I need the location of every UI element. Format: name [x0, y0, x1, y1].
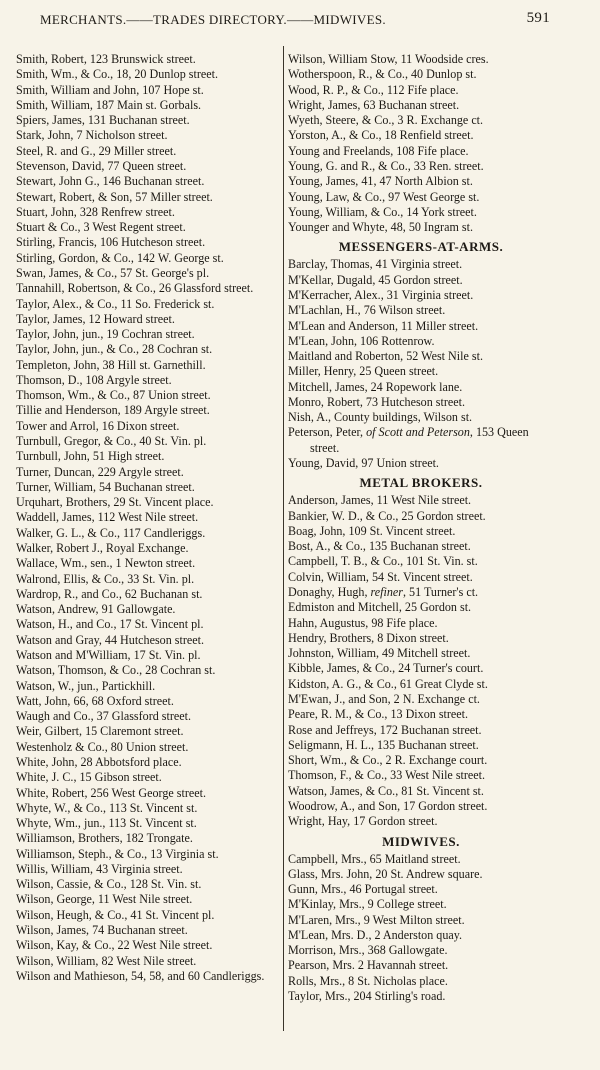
list-item: Gunn, Mrs., 46 Portugal street.	[288, 882, 438, 897]
list-item: Hahn, Augustus, 98 Fife place.	[288, 615, 438, 630]
list-item: Wotherspoon, R., & Co., 40 Dunlop st.	[288, 67, 477, 82]
list-item: Short, Wm., & Co., 2 R. Exchange court.	[288, 753, 488, 768]
list-item: Walker, G. L., & Co., 117 Candleriggs.	[16, 525, 206, 540]
list-item: Spiers, James, 131 Buchanan street.	[16, 113, 190, 128]
list-item: Monro, Robert, 73 Hutcheson street.	[288, 394, 466, 409]
list-item: Tannahill, Robertson, & Co., 26 Glassford street.	[16, 281, 254, 296]
list-item: Stevenson, David, 77 Queen street.	[16, 158, 187, 173]
list-item: Taylor, John, jun., 19 Cochran street.	[16, 327, 195, 342]
list-item: Willis, William, 43 Virginia street.	[16, 861, 183, 876]
list-item: M'Lachlan, H., 76 Wilson street.	[288, 303, 446, 318]
metal-brokers-list-continued	[288, 600, 554, 829]
list-item: Rose and Jeffreys, 172 Buchanan street.	[288, 722, 482, 737]
list-item: Pearson, Mrs. 2 Havannah street.	[288, 958, 449, 973]
list-item: Kibble, James, & Co., 24 Turner's court.	[288, 661, 484, 676]
page-header	[40, 12, 550, 32]
list-item: Seligmann, H. L., 135 Buchanan street.	[288, 737, 479, 752]
list-item: Young, Law, & Co., 97 West George st.	[288, 189, 480, 204]
list-item: Smith, Robert, 123 Brunswick street.	[16, 52, 196, 66]
list-item: Wilson, Kay, & Co., 22 West Nile street.	[16, 938, 213, 953]
list-item: Wood, R. P., & Co., 112 Fife place.	[288, 82, 459, 97]
list-item: Stewart, Robert, & Son, 57 Miller street.	[16, 189, 213, 204]
list-item: Wallace, Wm., sen., 1 Newton street.	[16, 556, 196, 571]
list-item: Wilson, William, 82 West Nile street.	[16, 953, 197, 968]
list-item: Young, James, 41, 47 North Albion st.	[288, 174, 473, 189]
list-item: Turnbull, John, 51 High street.	[16, 449, 165, 464]
right-column	[288, 52, 554, 1004]
section-heading-messengers: MESSENGERS-AT-ARMS.	[338, 239, 504, 255]
list-item: Peterson, Peter, of Scott and Peterson, 153 Queen street.	[288, 425, 529, 455]
list-item: Younger and Whyte, 48, 50 Ingram st.	[288, 220, 473, 235]
page-number: 591	[526, 10, 550, 26]
messengers-list	[288, 257, 554, 425]
list-item: Swan, James, & Co., 57 St. George's pl.	[16, 265, 210, 280]
metal-brokers-list	[288, 493, 554, 585]
running-title: MERCHANTS.——TRADES DIRECTORY.——MIDWIVES.	[40, 12, 386, 27]
list-item: Young, G. and R., & Co., 33 Ren. street.	[288, 158, 484, 173]
list-item: M'Lean and Anderson, 11 Miller street.	[288, 318, 479, 333]
list-item: Watson, James, & Co., 81 St. Vincent st.	[288, 783, 484, 798]
list-item: Turner, Duncan, 229 Argyle street.	[16, 464, 184, 479]
list-item: Thomson, Wm., & Co., 87 Union street.	[16, 388, 211, 403]
list-item: Campbell, T. B., & Co., 101 St. Vin. st.	[288, 554, 478, 569]
list-item: Tillie and Henderson, 189 Argyle street.	[16, 403, 210, 418]
list-item: Young, David, 97 Union street.	[288, 456, 439, 471]
list-item: Waddell, James, 112 West Nile street.	[16, 510, 199, 525]
list-item: Wright, James, 63 Buchanan street.	[288, 97, 460, 112]
list-item: Watson, H., and Co., 17 St. Vincent pl.	[16, 617, 204, 632]
list-item: Wilson, George, 11 West Nile street.	[16, 892, 193, 907]
list-item: Steel, R. and G., 29 Miller street.	[16, 143, 177, 158]
list-item: M'Ewan, J., and Son, 2 N. Exchange ct.	[288, 691, 480, 706]
list-item: Walker, Robert J., Royal Exchange.	[16, 541, 189, 555]
list-item: Wilson and Mathieson, 54, 58, and 60 Candleriggs.	[16, 968, 265, 983]
list-item: Watson, Andrew, 91 Gallowgate.	[16, 602, 176, 617]
list-item: M'Kellar, Dugald, 45 Gordon street.	[288, 272, 463, 287]
list-item: Taylor, James, 12 Howard street.	[16, 311, 175, 326]
list-item: Wilson, James, 74 Buchanan street.	[16, 923, 188, 938]
list-item: Walrond, Ellis, & Co., 33 St. Vin. pl.	[16, 571, 195, 586]
list-item: Anderson, James, 11 West Nile street.	[288, 493, 472, 508]
list-item: Watson and Gray, 44 Hutcheson street.	[16, 632, 204, 647]
list-item: Whyte, W., & Co., 113 St. Vincent st.	[16, 800, 198, 815]
list-item: Turner, William, 54 Buchanan street.	[16, 479, 195, 494]
list-item: Wright, Hay, 17 Gordon street.	[288, 814, 438, 829]
list-item: Westenholz & Co., 80 Union street.	[16, 739, 189, 754]
list-item: Stirling, Gordon, & Co., 142 W. George st.	[16, 250, 224, 265]
list-item: Barclay, Thomas, 41 Virginia street.	[288, 257, 463, 272]
list-item: Peare, R. M., & Co., 13 Dixon street.	[288, 707, 469, 722]
list-item: Smith, William, 187 Main st. Gorbals.	[16, 97, 202, 112]
left-column	[16, 52, 280, 984]
list-item: Urquhart, Brothers, 29 St. Vincent place.	[16, 495, 214, 510]
list-item: M'Lean, Mrs. D., 2 Anderston quay.	[288, 927, 463, 942]
merchants-continued-list	[288, 52, 554, 235]
list-item: Colvin, William, 54 St. Vincent street.	[288, 569, 473, 584]
list-item: Bost, A., & Co., 135 Buchanan street.	[288, 539, 471, 554]
list-item: Boag, John, 109 St. Vincent street.	[288, 523, 456, 538]
list-item: Stewart, John G., 146 Buchanan street.	[16, 174, 205, 189]
list-item: Taylor, Alex., & Co., 11 So. Frederick st.	[16, 296, 215, 311]
list-item: Stirling, Francis, 106 Hutcheson street.	[16, 235, 206, 250]
list-item: Edmiston and Mitchell, 25 Gordon st.	[288, 600, 472, 615]
list-item: Young, William, & Co., 14 York street.	[288, 204, 477, 219]
list-item: Stuart & Co., 3 West Regent street.	[16, 220, 186, 235]
list-item: White, J. C., 15 Gibson street.	[16, 770, 162, 785]
list-item: Thomson, D., 108 Argyle street.	[16, 372, 172, 387]
list-item: M'Kerracher, Alex., 31 Virginia street.	[288, 287, 474, 302]
list-item: Whyte, Wm., jun., 113 St. Vincent st.	[16, 816, 197, 831]
list-item: Weir, Gilbert, 15 Claremont street.	[16, 724, 184, 739]
list-item: M'Kinlay, Mrs., 9 College street.	[288, 897, 447, 912]
list-item: Wardrop, R., and Co., 62 Buchanan st.	[16, 586, 203, 601]
list-item: Templeton, John, 38 Hill st. Garnethill.	[16, 357, 206, 372]
list-item: Waugh and Co., 37 Glassford street.	[16, 709, 192, 724]
list-item: Watt, John, 66, 68 Oxford street.	[16, 693, 174, 708]
list-item: Yorston, A., & Co., 18 Renfield street.	[288, 128, 474, 143]
list-item: Smith, Wm., & Co., 18, 20 Dunlop street.	[16, 67, 219, 82]
list-item: Williamson, Brothers, 182 Trongate.	[16, 831, 193, 846]
list-item: Tower and Arrol, 16 Dixon street.	[16, 418, 180, 433]
section-heading-metal-brokers: METAL BROKERS.	[359, 475, 483, 491]
list-item: Wilson, Heugh, & Co., 41 St. Vincent pl.	[16, 907, 215, 922]
list-item: Taylor, John, jun., & Co., 28 Cochran st.	[16, 342, 213, 357]
list-item: Johnston, William, 49 Mitchell street.	[288, 646, 471, 661]
section-heading-midwives: MIDWIVES.	[382, 833, 460, 849]
list-item: Bankier, W. D., & Co., 25 Gordon street.	[288, 508, 486, 523]
list-item: Donaghy, Hugh, refiner, 51 Turner's ct.	[288, 585, 479, 599]
list-item: Glass, Mrs. John, 20 St. Andrew square.	[288, 866, 483, 881]
column-divider	[283, 46, 284, 1031]
list-item: Maitland and Roberton, 52 West Nile st.	[288, 349, 483, 364]
list-item: Taylor, Mrs., 204 Stirling's road.	[288, 989, 446, 1004]
list-item: Watson and M'William, 17 St. Vin. pl.	[16, 647, 201, 662]
list-item: Morrison, Mrs., 368 Gallowgate.	[288, 943, 448, 958]
list-item: M'Laren, Mrs., 9 West Milton street.	[288, 912, 465, 927]
list-item: Young and Freelands, 108 Fife place.	[288, 143, 469, 158]
list-item: Wyeth, Steere, & Co., 3 R. Exchange ct.	[288, 113, 484, 128]
list-item: Smith, William and John, 107 Hope st.	[16, 82, 204, 97]
list-item: Stuart, John, 328 Renfrew street.	[16, 204, 175, 219]
list-item: M'Lean, John, 106 Rottenrow.	[288, 333, 435, 348]
list-item: Stark, John, 7 Nicholson street.	[16, 128, 168, 143]
list-item: Watson, Thomson, & Co., 28 Cochran st.	[16, 663, 216, 678]
list-item: Wilson, Cassie, & Co., 128 St. Vin. st.	[16, 877, 202, 892]
list-item: Woodrow, A., and Son, 17 Gordon street.	[288, 798, 488, 813]
list-item: Rolls, Mrs., 8 St. Nicholas place.	[288, 973, 448, 988]
list-item: Campbell, Mrs., 65 Maitland street.	[288, 851, 461, 866]
list-item: White, Robert, 256 West George street.	[16, 785, 207, 800]
list-item: Turnbull, Gregor, & Co., 40 St. Vin. pl.	[16, 434, 207, 449]
list-item: Hendry, Brothers, 8 Dixon street.	[288, 630, 449, 645]
list-item: Watson, W., jun., Partickhill.	[16, 678, 156, 693]
list-item: Nish, A., County buildings, Wilson st.	[288, 410, 473, 425]
list-item: Thomson, F., & Co., 33 West Nile street.	[288, 768, 486, 783]
list-item: Miller, Henry, 25 Queen street.	[288, 364, 439, 379]
midwives-list	[288, 852, 554, 1005]
list-item: Wilson, William Stow, 11 Woodside cres.	[288, 52, 489, 66]
list-item: Williamson, Steph., & Co., 13 Virginia st.	[16, 846, 219, 861]
list-item: Kidston, A. G., & Co., 61 Great Clyde st.	[288, 676, 488, 691]
list-item: Mitchell, James, 24 Ropework lane.	[288, 379, 463, 394]
list-item: White, John, 28 Abbotsford place.	[16, 754, 182, 769]
